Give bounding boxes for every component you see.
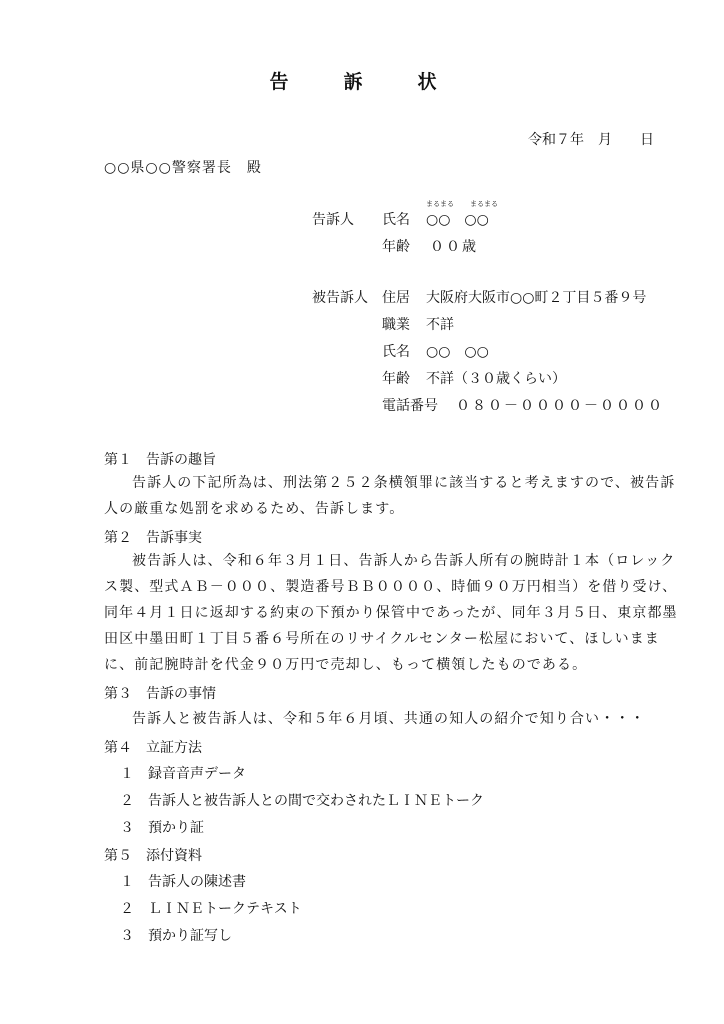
section-4-heading: 第４ 立証方法 (104, 740, 202, 756)
accused-address: 大阪府大阪市○○町２丁目５番９号 (426, 290, 647, 306)
section-1-body: 告訴人の下記所為は、刑法第２５２条横領罪に該当すると考えますので、被告訴人の厳重な処罰を求めるため、告訴します。 (104, 475, 676, 517)
addressee: ○○県○○警察署長 殿 (104, 160, 262, 176)
accused-phone: ０８０－００００－００００ (456, 398, 664, 414)
section-3-heading: 第３ 告訴の事情 (104, 686, 216, 702)
document-title: 告 訴 状 (269, 71, 455, 93)
accused-label: 被告訴人 (312, 290, 368, 306)
section-5-heading: 第５ 添付資料 (104, 848, 202, 864)
complainant-name-ruby-2: まるまる (470, 200, 498, 208)
section-4-item: ３ 預かり証 (120, 820, 204, 836)
accused-name-label: 氏名 (382, 344, 410, 360)
section-2-heading: 第２ 告訴事実 (104, 530, 202, 546)
section-4-item: ２ 告訴人と被告訴人との間で交わされたＬＩＮＥトーク (120, 793, 484, 809)
accused-age: 不詳（３０歳くらい） (426, 371, 566, 387)
complainant-name-label: 氏名 (382, 212, 410, 228)
accused-job: 不詳 (426, 317, 454, 333)
section-5-item: ２ ＬＩＮＥトークテキスト (120, 901, 302, 917)
complainant-label: 告訴人 (312, 212, 354, 228)
accused-age-label: 年齢 (382, 371, 410, 387)
complainant-name-ruby-1: まるまる (426, 200, 454, 208)
document-date: 令和７年 月 日 (528, 132, 654, 148)
complainant-age-label: 年齢 (382, 239, 410, 255)
section-5-item: ３ 預かり証写し (120, 928, 232, 944)
section-1-heading: 第１ 告訴の趣旨 (104, 452, 216, 468)
accused-name: ○○ ○○ (426, 344, 489, 360)
section-4-item: １ 録音音声データ (120, 766, 246, 782)
complainant-name: ○○ ○○ (426, 212, 489, 228)
complainant-age: ００歳 (430, 239, 478, 255)
section-2-body: 被告訴人は、令和６年３月１日、告訴人から告訴人所有の腕時計１本（ロレックス製、型式ＡＢ－０００、製造番号ＢＢ００００、時価９０万円相当）を借り受け、同年４月１日に返却する約束の下預かり保管中であったが、同年３月５日、東京都墨田区中墨田町１丁目５番６号所在のリサイクルセンター松屋において、ほしいままに、前記腕時計を代金９０万円で売却し、もって横領したものである。 (104, 553, 678, 673)
section-3-body: 告訴人と被告訴人は、令和５年６月頃、共通の知人の紹介で知り合い・・・ (132, 711, 646, 727)
section-5-item: １ 告訴人の陳述書 (120, 874, 246, 890)
accused-address-label: 住居 (382, 290, 410, 306)
accused-phone-label: 電話番号 (382, 398, 438, 414)
accused-job-label: 職業 (382, 317, 410, 333)
